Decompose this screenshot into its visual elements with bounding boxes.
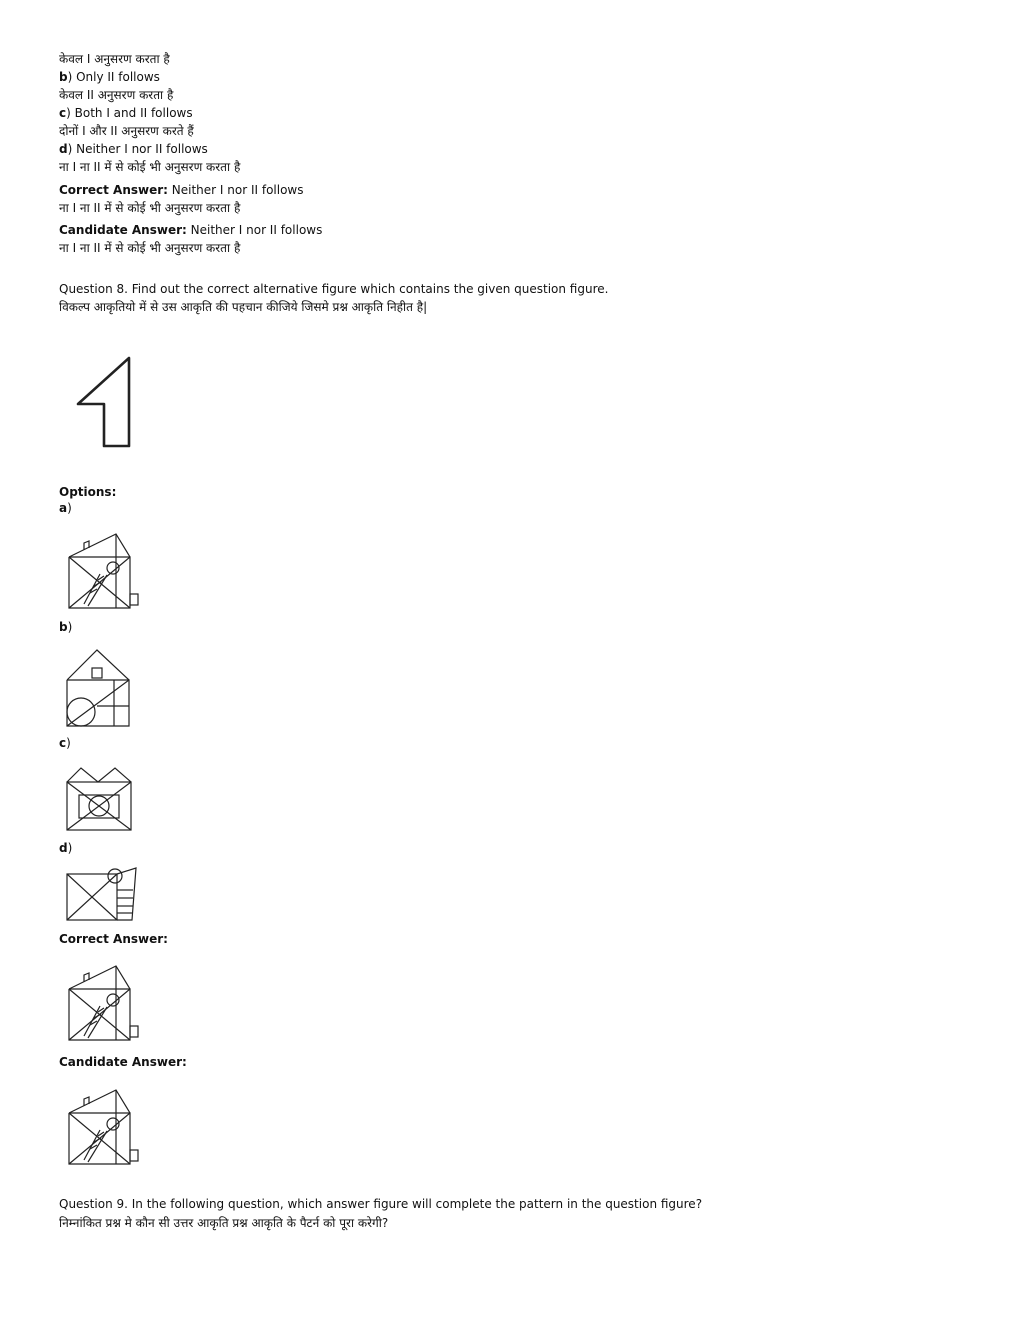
q8-candidate-answer-label: Candidate Answer: (59, 1055, 187, 1069)
option-letter: c (59, 106, 67, 120)
correct-answer-figure (60, 960, 150, 1050)
candidate-answer-text: Neither I nor II follows (186, 223, 323, 237)
option-letter: c (59, 736, 67, 750)
q7-option-a-hindi: केवल I अनुसरण करता है (59, 52, 170, 66)
option-paren: ) (67, 841, 73, 855)
option-d-label (59, 840, 72, 856)
q8-correct-answer-label: Correct Answer: (59, 932, 168, 946)
q7-option-d-hindi: ना I ना II में से कोई भी अनुसरण करता है (59, 160, 241, 174)
q7-correct-answer (59, 182, 304, 198)
option-letter: d (59, 841, 68, 855)
options-label: Options: (59, 485, 117, 499)
q8-question-hindi: विकल्प आकृतियो में से उस आकृति की पहचान कीजिये जिसमे प्रश्न आकृति निहीत है| (59, 300, 428, 314)
option-letter: b (59, 620, 68, 634)
q7-correct-answer-hindi: ना I ना II में से कोई भी अनुसरण करता है (59, 201, 241, 215)
option-letter: a (59, 501, 68, 515)
q7-option-d (59, 141, 208, 157)
option-d-figure (60, 862, 150, 932)
q7-option-c-hindi: दोनों I और II अनुसरण करते हैं (59, 124, 194, 138)
option-c-figure (60, 762, 150, 842)
option-paren: ) (67, 620, 73, 634)
correct-answer-text: Neither I nor II follows (167, 183, 304, 197)
option-c-label (59, 735, 71, 751)
option-text: ) Both I and II follows (66, 106, 193, 120)
option-b-figure (60, 646, 150, 736)
q9-question-hindi: निम्नांकित प्रश्न मे कौन सी उत्तर आकृति प्रश्न आकृति के पैटर्न को पूरा करेगी? (59, 1216, 389, 1230)
q8-question-text: Question 8. Find out the correct alternative figure which contains the given question figure. (59, 282, 609, 296)
q7-option-c (59, 105, 193, 121)
option-text: ) Neither I nor II follows (67, 142, 208, 156)
correct-answer-label: Correct Answer: (59, 183, 168, 197)
option-paren: ) (66, 736, 71, 750)
q7-candidate-answer-hindi: ना I ना II में से कोई भी अनुसरण करता है (59, 241, 241, 255)
candidate-answer-figure (60, 1084, 150, 1174)
option-a-figure (60, 528, 150, 618)
candidate-answer-label: Candidate Answer: (59, 223, 187, 237)
option-letter: d (59, 142, 68, 156)
q7-candidate-answer (59, 222, 322, 238)
q7-option-b-hindi: केवल II अनुसरण करता है (59, 88, 174, 102)
q8-question-figure (70, 352, 140, 452)
q7-option-b (59, 69, 160, 85)
option-paren: ) (67, 501, 72, 515)
option-letter: b (59, 70, 68, 84)
option-b-label (59, 619, 72, 635)
q9-question-text: Question 9. In the following question, which answer figure will complete the pattern in the question figure? (59, 1197, 703, 1211)
option-text: ) Only II follows (67, 70, 160, 84)
option-a-label (59, 500, 72, 516)
